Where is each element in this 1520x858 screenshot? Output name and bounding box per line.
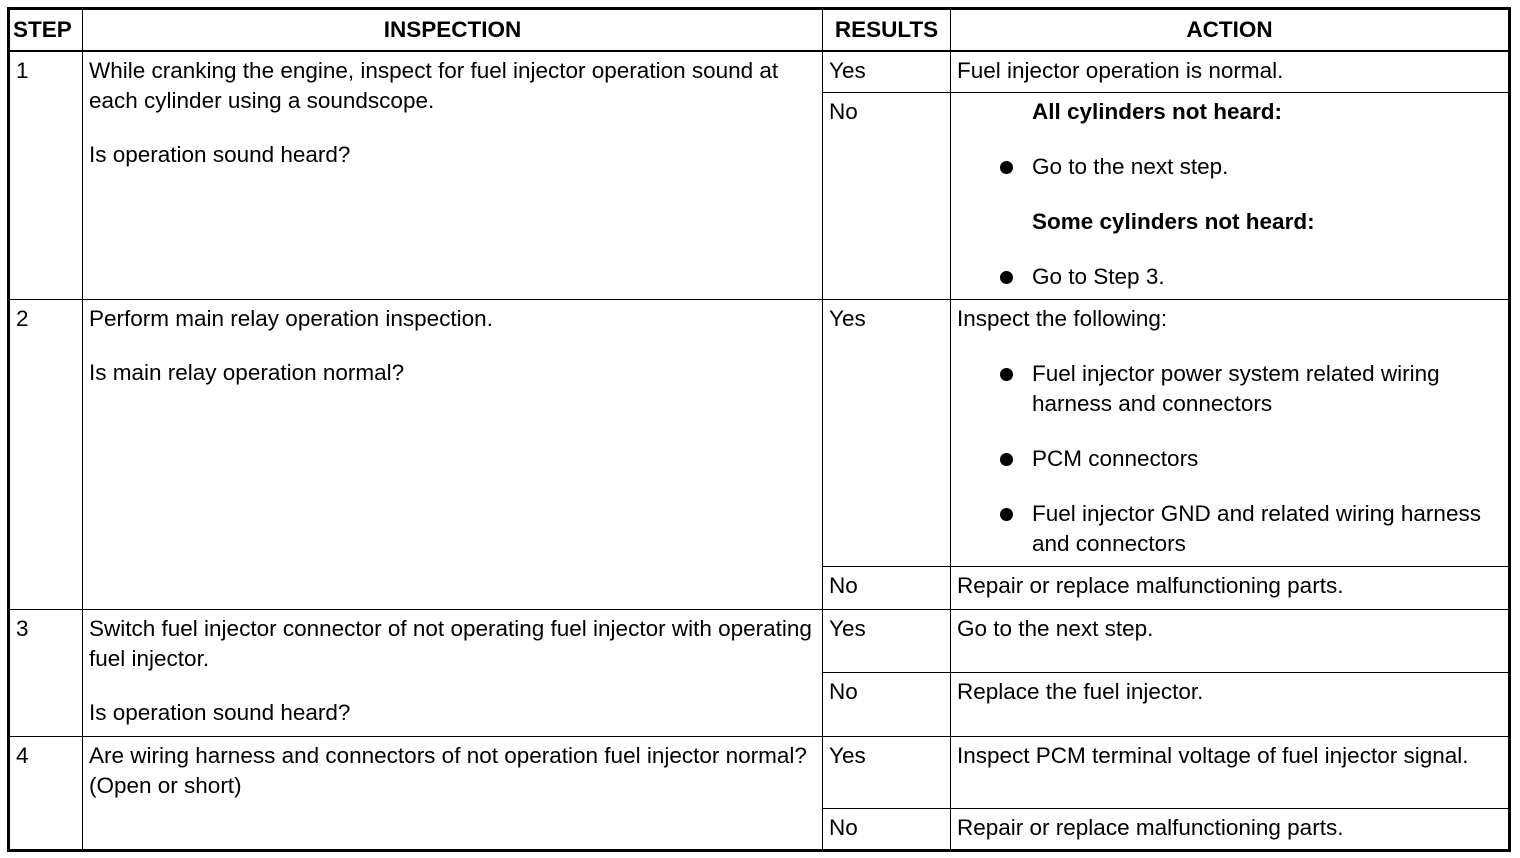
action-heading: Some cylinders not heard:	[1032, 209, 1315, 234]
result-yes: Yes	[823, 610, 951, 673]
step-number: 2	[9, 300, 83, 610]
bullet-text: Go to Step 3.	[1032, 264, 1165, 289]
table-row	[9, 51, 1510, 93]
result-no: No	[823, 809, 951, 851]
step-number: 3	[9, 610, 83, 737]
bullet-icon	[957, 359, 1032, 419]
result-no: No	[823, 673, 951, 737]
result-yes: Yes	[823, 300, 951, 567]
bullet-text: Fuel injector power system related wiring harness and connectors	[1032, 361, 1440, 416]
list-item	[957, 359, 1502, 419]
bullet-icon	[957, 499, 1032, 559]
bullet-text: PCM connectors	[1032, 446, 1199, 471]
table-row	[9, 610, 1510, 673]
action-no	[951, 93, 1510, 300]
action-no: Repair or replace malfunctioning parts.	[951, 567, 1510, 610]
bullet-text: Go to the next step.	[1032, 154, 1229, 179]
inspection-question: Is operation sound heard?	[89, 700, 351, 725]
result-no: No	[823, 567, 951, 610]
inspection-text: Switch fuel injector connector of not operating fuel injector with operating fuel injector.	[89, 616, 812, 671]
result-yes: Yes	[823, 51, 951, 93]
bullet-icon	[957, 444, 1032, 474]
list-item	[957, 499, 1502, 559]
action-yes: Go to the next step.	[951, 610, 1510, 673]
list-item	[957, 152, 1502, 182]
inspection-question: Is operation sound heard?	[89, 141, 351, 167]
action-yes	[951, 300, 1510, 567]
result-no: No	[823, 93, 951, 300]
step-number: 4	[9, 737, 83, 851]
inspection-text: Are wiring harness and connectors of not operation fuel injector normal? (Open or short)	[89, 743, 807, 798]
bullet-icon	[957, 262, 1032, 292]
diagnostic-table	[7, 7, 1511, 852]
table-row	[9, 737, 1510, 809]
action-no: Repair or replace malfunctioning parts.	[951, 809, 1510, 851]
inspection-text: While cranking the engine, inspect for fuel injector operation sound at each cylinder using a soundscope.	[89, 57, 779, 113]
inspection-question: Is main relay operation normal?	[89, 360, 405, 385]
action-yes: Inspect PCM terminal voltage of fuel injector signal.	[951, 737, 1510, 809]
inspection-cell	[83, 737, 823, 851]
step-number: 1	[9, 51, 83, 300]
action-heading: All cylinders not heard:	[1032, 99, 1283, 124]
action-yes: Fuel injector operation is normal.	[951, 51, 1510, 93]
header-action: ACTION	[951, 9, 1510, 51]
inspection-text: Perform main relay operation inspection.	[89, 306, 493, 331]
bullet-text: Fuel injector GND and related wiring harness and connectors	[1032, 501, 1481, 556]
action-no: Replace the fuel injector.	[951, 673, 1510, 737]
list-item	[957, 262, 1502, 292]
inspection-cell	[83, 610, 823, 737]
header-inspection: INSPECTION	[83, 9, 823, 51]
inspection-cell	[83, 51, 823, 300]
result-yes: Yes	[823, 737, 951, 809]
action-intro: Inspect the following:	[957, 306, 1168, 331]
header-row	[9, 9, 1510, 51]
inspection-cell	[83, 300, 823, 610]
list-item	[957, 444, 1502, 474]
header-step: STEP	[9, 9, 83, 51]
header-results: RESULTS	[823, 9, 951, 51]
bullet-icon	[957, 152, 1032, 182]
table-row	[9, 300, 1510, 567]
